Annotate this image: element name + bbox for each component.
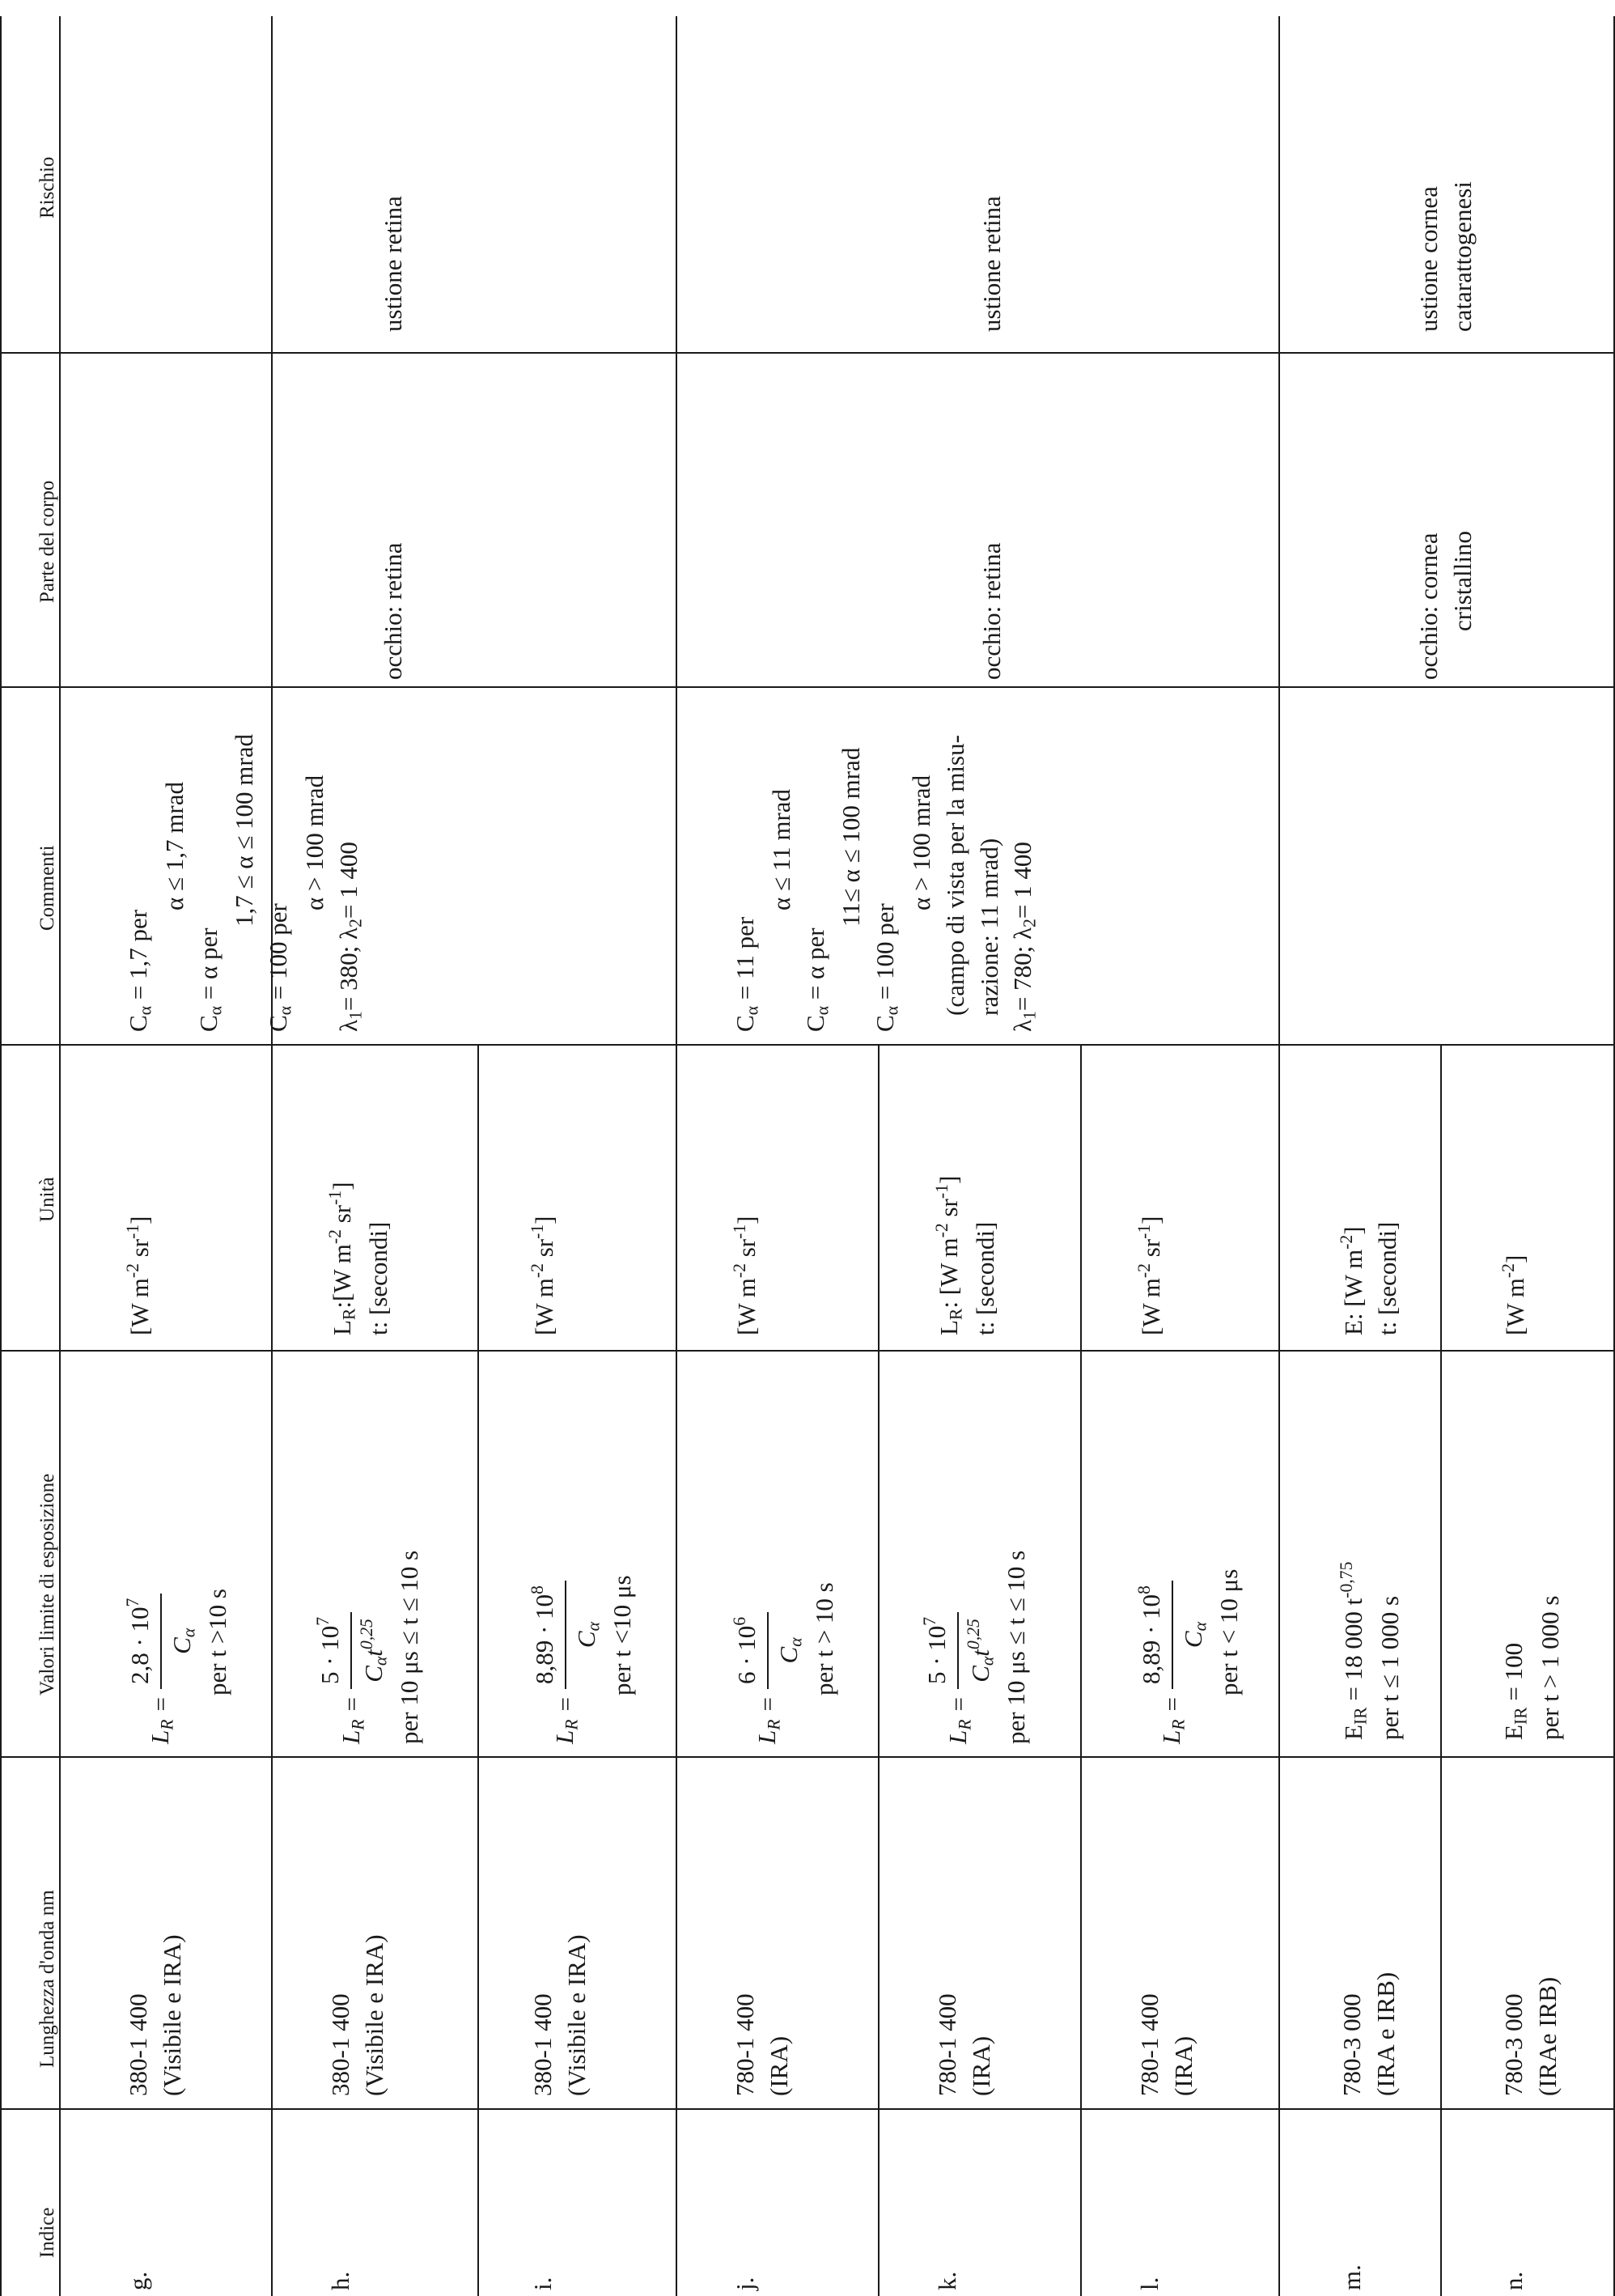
col-sep-rischio-parte	[0, 352, 1615, 354]
row-limit-formula: $L_R$ = $5 \cdot 10^7$ $C_\alpha t^{0,25}$ per 10 μs ≤ t ≤ 10 s	[313, 1550, 424, 1744]
header-lunghezza: Lunghezza d'onda nm	[36, 1890, 58, 2068]
col-sep-unita-valori	[0, 1350, 1615, 1352]
row-indice: i.	[528, 2277, 557, 2290]
parte-retina-2: occhio: retina	[977, 542, 1006, 680]
header-valori: Valori limite di esposizione	[36, 1473, 58, 1695]
header-commenti: Commenti	[36, 845, 58, 931]
row-unit: [W $m^{-2}$ $sr^{-1}$]	[123, 1216, 154, 1335]
border-left	[0, 16, 2, 2296]
row-indice: m.	[1337, 2264, 1366, 2290]
sep-i-j	[676, 16, 677, 2296]
col-sep-valori-lunghezza	[0, 1756, 1615, 1758]
row-unit: E: [W $m^{-2}$] t: [secondi]	[1337, 1221, 1401, 1335]
row-limit-formula: $E_{IR} = 18$ 000 $t^{-0,75}$ per t ≤ 1 000 s	[1337, 1561, 1404, 1740]
row-unit: [W $m^{-2}$]	[1498, 1254, 1529, 1335]
rischio-cornea: ustione cornea catarattogenesi	[1414, 181, 1477, 332]
header-indice: Indice	[36, 2207, 58, 2258]
row-wavelength: 780-1 400 (IRA)	[1135, 1993, 1197, 2096]
row-wavelength: 780-1 400 (IRA)	[731, 1993, 793, 2096]
parte-cornea: occhio: cornea cristallino	[1414, 531, 1477, 680]
row-unit: [W $m^{-2}$ $sr^{-1}$]	[730, 1216, 761, 1335]
comment-block-ira: $C_\alpha = 11$ per α ≤ 11 mrad $C_\alpha = \alpha$ per 11≤ α ≤ 100 mrad $C_\alpha = 100$ per α > 100 mrad (campo di vista per la misu- razione: 11 mrad) $\lambda_1= 780$; $\lambda_2= 1$ 400	[731, 735, 1040, 1032]
row-indice: h.	[326, 2271, 354, 2290]
row-indice: g.	[124, 2271, 152, 2290]
sep-g-h	[271, 16, 273, 2296]
row-limit-formula: $E_{IR} = 100$ per t > 1 000 s	[1499, 1595, 1564, 1740]
col-sep-commenti-unita	[0, 1044, 1615, 1046]
comment-block-visible: $C_\alpha = 1,7$ per α ≤ 1,7 mrad $C_\alpha = \alpha$ per 1,7 ≤ α ≤ 100 mrad $C_\alpha = 100$ per α > 100 mrad $\lambda_1= 380$; $\lambda_2= 1$ 400	[124, 734, 366, 1032]
row-wavelength: 380-1 400 (Visibile e IRA)	[528, 1934, 591, 2096]
parte-retina-1: occhio: retina	[379, 542, 407, 680]
row-indice: l.	[1135, 2277, 1164, 2290]
row-wavelength: 780-3 000 (IRAe IRB)	[1499, 1976, 1562, 2096]
row-unit: [W $m^{-2}$ $sr^{-1}$]	[1134, 1216, 1165, 1335]
row-limit-formula: $L_R$ = $2,8 \cdot 10^7$ $C_\alpha$ per t >10 s	[123, 1589, 232, 1744]
col-sep-parte-commenti	[0, 686, 1615, 688]
row-limit-formula: $L_R$ = $5 \cdot 10^7$ $C_\alpha t^{0,25}$ per 10 μs ≤ t ≤ 10 s	[920, 1550, 1031, 1744]
row-wavelength: 780-1 400 (IRA)	[933, 1993, 995, 2096]
row-wavelength: 380-1 400 (Visibile e IRA)	[326, 1934, 388, 2096]
row-unit: $L_R:[W$ $m^{-2}$ $sr^{-1}$] t: [secondi]	[325, 1182, 392, 1335]
row-wavelength: 380-1 400 (Visibile e IRA)	[124, 1934, 186, 2096]
header-parte-del-corpo: Parte del corpo	[36, 480, 58, 603]
row-indice: j.	[731, 2277, 759, 2290]
row-unit: $L_R$: [W $m^{-2}$ $sr^{-1}$] t: [secondi]	[932, 1175, 999, 1335]
row-indice: n.	[1499, 2271, 1528, 2290]
row-unit: [W $m^{-2}$ $sr^{-1}$]	[528, 1216, 558, 1335]
row-wavelength: 780-3 000 (IRA e IRB)	[1337, 1971, 1400, 2096]
row-limit-formula: $L_R$ = $6 \cdot 10^6$ $C_\alpha$ per t > 10 s	[730, 1582, 839, 1744]
col-sep-lunghezza-indice	[0, 2108, 1615, 2110]
row-limit-formula: $L_R$ = $8,89 \cdot 10^8$ $C_\alpha$ per t < 10 μs	[1134, 1568, 1244, 1744]
header-rischio: Rischio	[36, 156, 58, 219]
header-unita: Unità	[36, 1177, 58, 1222]
sep-l-m	[1278, 16, 1280, 2296]
rischio-retina-2: ustione retina	[977, 196, 1006, 332]
row-indice: k.	[933, 2271, 961, 2290]
rischio-retina-1: ustione retina	[379, 196, 407, 332]
row-limit-formula: $L_R$ = $8,89 \cdot 10^8$ $C_\alpha$ per t <10 μs	[528, 1575, 637, 1744]
